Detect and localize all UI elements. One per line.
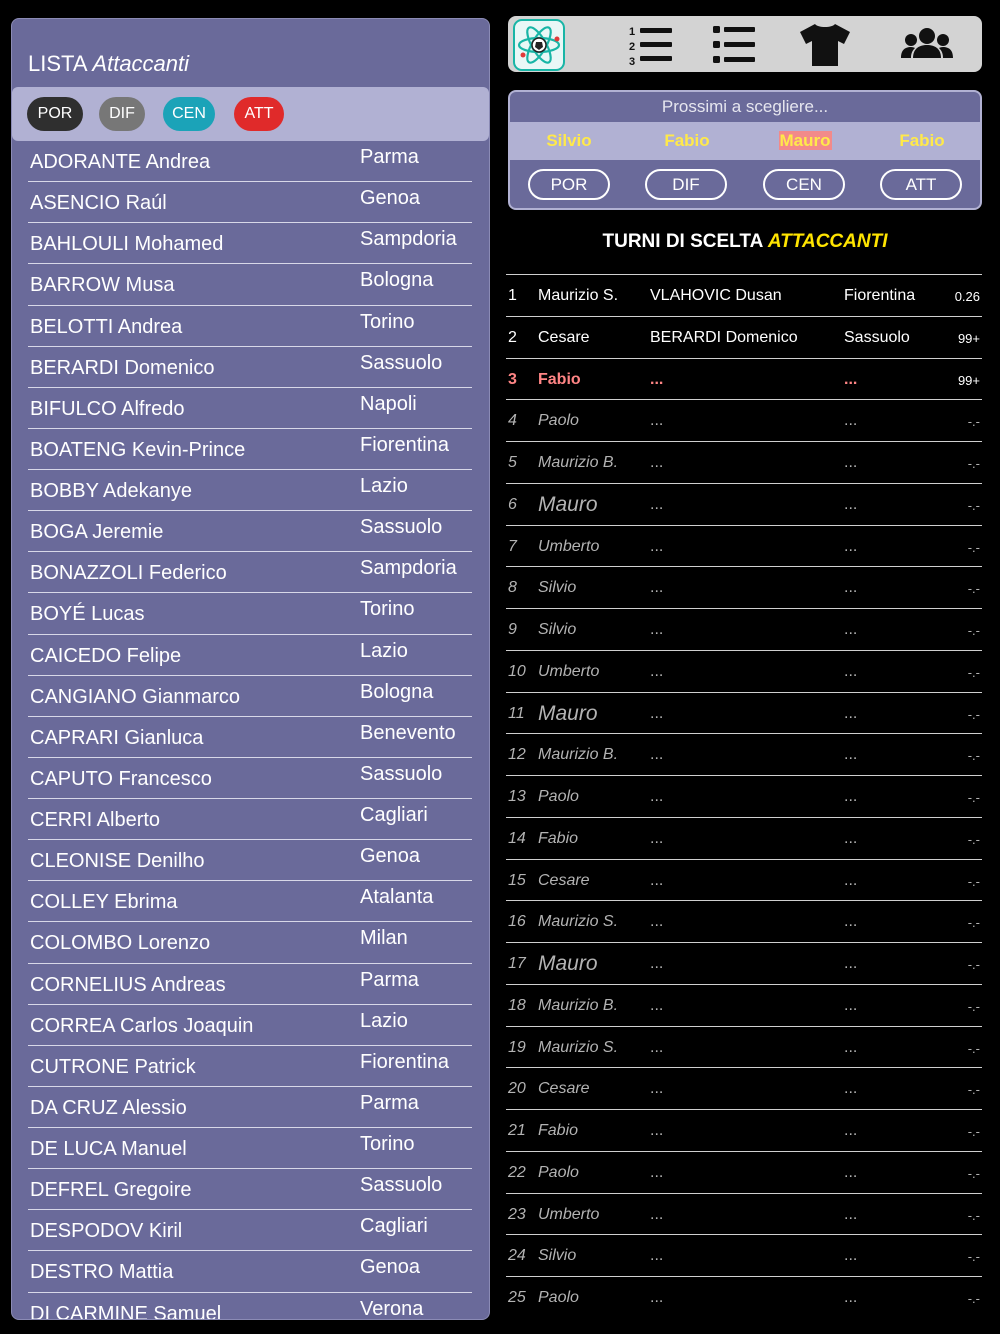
turn-player: ... bbox=[650, 746, 664, 764]
turn-num: 25 bbox=[508, 1289, 526, 1306]
turn-row bbox=[506, 274, 982, 316]
player-team: Sampdoria bbox=[360, 228, 457, 251]
turn-team: ... bbox=[844, 746, 858, 764]
turn-player: ... bbox=[650, 1205, 664, 1223]
turn-name: Fabio bbox=[538, 370, 581, 388]
turn-name: Maurizio S. bbox=[538, 287, 619, 304]
player-list-panel bbox=[11, 18, 490, 1320]
player-row[interactable] bbox=[28, 676, 472, 717]
player-row[interactable] bbox=[28, 552, 472, 593]
turns-title-role: ATTACCANTI bbox=[767, 231, 888, 252]
player-row[interactable] bbox=[28, 470, 472, 511]
turn-player: ... bbox=[650, 579, 664, 597]
role-dif-button[interactable]: DIF bbox=[645, 169, 727, 200]
turn-player: ... bbox=[650, 829, 664, 847]
player-row[interactable] bbox=[28, 264, 472, 305]
turn-name: Paolo bbox=[538, 1289, 579, 1306]
player-row[interactable] bbox=[28, 429, 472, 470]
turn-row bbox=[506, 1276, 982, 1318]
turn-score: -.- bbox=[967, 664, 980, 680]
player-name: CANGIANO Gianmarco bbox=[30, 685, 241, 708]
player-team: Bologna bbox=[360, 269, 434, 292]
turn-player: ... bbox=[650, 621, 664, 638]
player-team: Cagliari bbox=[360, 804, 428, 826]
turn-name: Silvio bbox=[538, 621, 577, 638]
turn-team: ... bbox=[844, 913, 858, 931]
turn-team: ... bbox=[844, 1038, 858, 1056]
player-row[interactable] bbox=[28, 799, 472, 840]
filter-dif-button[interactable]: DIF bbox=[99, 97, 145, 131]
player-team: Atalanta bbox=[360, 886, 434, 909]
player-team: Torino bbox=[360, 598, 415, 621]
player-name: BONAZZOLI Federico bbox=[30, 562, 227, 585]
player-team: Fiorentina bbox=[360, 1050, 449, 1073]
player-name: DE LUCA Manuel bbox=[30, 1138, 187, 1160]
player-team: Sassuolo bbox=[360, 1174, 443, 1197]
turn-player: ... bbox=[650, 913, 664, 931]
player-row[interactable] bbox=[28, 1005, 472, 1046]
turn-row bbox=[506, 1026, 982, 1068]
turn-score: 99+ bbox=[957, 330, 980, 346]
turn-score: -.- bbox=[967, 748, 980, 764]
turn-team: ... bbox=[844, 788, 858, 805]
next-picker-2: Fabio bbox=[664, 131, 710, 150]
turn-score: -.- bbox=[967, 1082, 980, 1098]
player-name: CAPUTO Francesco bbox=[30, 767, 212, 790]
atom-logo-icon[interactable] bbox=[513, 19, 565, 71]
turn-num: 13 bbox=[508, 788, 526, 805]
list-title-role: Attaccanti bbox=[92, 51, 190, 76]
turns-title-prefix: TURNI DI SCELTA bbox=[602, 231, 763, 252]
turn-score: 99+ bbox=[957, 372, 980, 388]
player-team: Sassuolo bbox=[360, 351, 443, 374]
player-row[interactable] bbox=[28, 347, 472, 388]
group-icon[interactable] bbox=[900, 20, 954, 68]
turn-row bbox=[506, 1193, 982, 1235]
turn-row bbox=[506, 1067, 982, 1109]
turn-score: -.- bbox=[967, 497, 980, 513]
turn-name: Fabio bbox=[538, 1122, 579, 1139]
player-row[interactable] bbox=[28, 758, 472, 799]
player-team: Parma bbox=[360, 146, 419, 168]
turn-score: -.- bbox=[967, 1291, 980, 1306]
role-cen-button[interactable]: CEN bbox=[763, 169, 845, 200]
turn-player: ... bbox=[650, 955, 664, 972]
turn-player: ... bbox=[650, 996, 664, 1014]
turn-score: -.- bbox=[967, 1165, 980, 1181]
player-row[interactable] bbox=[28, 1046, 472, 1087]
turn-name: Mauro bbox=[538, 701, 598, 725]
turn-row bbox=[506, 650, 982, 692]
list-title-prefix: LISTA bbox=[28, 51, 87, 76]
turn-player: ... bbox=[650, 537, 664, 555]
turn-row bbox=[506, 1151, 982, 1193]
turn-num: 2 bbox=[508, 328, 517, 346]
player-list bbox=[28, 141, 472, 1320]
turn-team: Fiorentina bbox=[844, 287, 916, 304]
turn-score: -.- bbox=[967, 1040, 980, 1056]
turn-num: 21 bbox=[508, 1122, 526, 1139]
turn-name: Umberto bbox=[538, 1205, 600, 1223]
turn-team: ... bbox=[844, 454, 858, 471]
turn-row bbox=[506, 316, 982, 358]
turn-team: ... bbox=[844, 579, 858, 597]
turn-num: 1 bbox=[508, 287, 517, 304]
turn-team: ... bbox=[844, 412, 858, 430]
turns-title bbox=[508, 231, 982, 253]
turn-num: 22 bbox=[508, 1163, 526, 1181]
turn-row bbox=[506, 775, 982, 817]
player-name: BOATENG Kevin-Prince bbox=[30, 438, 246, 461]
turn-num: 12 bbox=[508, 746, 526, 764]
turn-num: 7 bbox=[508, 537, 517, 555]
player-name: DEFREL Gregoire bbox=[30, 1179, 192, 1202]
player-row[interactable] bbox=[28, 881, 472, 922]
player-row[interactable] bbox=[28, 593, 472, 634]
player-name: DI CARMINE Samuel bbox=[30, 1302, 222, 1320]
turn-name: Cesare bbox=[538, 871, 590, 889]
turn-row bbox=[506, 399, 982, 441]
player-row[interactable] bbox=[28, 1087, 472, 1128]
turn-name: Maurizio B. bbox=[538, 996, 619, 1014]
turn-num: 24 bbox=[508, 1247, 526, 1265]
player-row[interactable] bbox=[28, 1293, 472, 1321]
player-team: Bologna bbox=[360, 680, 434, 703]
player-name: COLOMBO Lorenzo bbox=[30, 932, 211, 955]
turn-name: Maurizio S. bbox=[538, 913, 619, 931]
svg-text:3: 3 bbox=[629, 56, 636, 68]
turn-name: Umberto bbox=[538, 662, 600, 680]
player-row[interactable] bbox=[28, 388, 472, 429]
player-team: Verona bbox=[360, 1297, 424, 1320]
player-name: DESPODOV Kiril bbox=[30, 1220, 183, 1243]
player-team: Milan bbox=[360, 927, 408, 950]
player-row[interactable] bbox=[28, 964, 472, 1005]
turn-player: ... bbox=[650, 788, 664, 805]
turn-name: Umberto bbox=[538, 537, 600, 555]
player-team: Parma bbox=[360, 968, 419, 991]
player-name: COLLEY Ebrima bbox=[30, 891, 178, 914]
player-name: ADORANTE Andrea bbox=[30, 151, 211, 173]
player-name: DESTRO Mattia bbox=[30, 1261, 174, 1284]
turn-player: ... bbox=[650, 495, 664, 513]
player-name: CORREA Carlos Joaquin bbox=[30, 1014, 254, 1037]
player-team: Napoli bbox=[360, 392, 417, 415]
turn-row bbox=[506, 608, 982, 650]
top-toolbar bbox=[508, 16, 982, 72]
next-picker-1: Silvio bbox=[546, 131, 592, 150]
player-row[interactable] bbox=[28, 223, 472, 264]
turn-player: ... bbox=[650, 1080, 664, 1098]
numbered-list-icon[interactable] bbox=[628, 20, 674, 68]
turn-team: ... bbox=[844, 704, 858, 722]
player-row[interactable] bbox=[28, 840, 472, 881]
turn-num: 19 bbox=[508, 1038, 526, 1056]
next-pickers-names bbox=[510, 122, 980, 160]
player-team: Lazio bbox=[360, 639, 408, 662]
player-name: ASENCIO Raúl bbox=[30, 192, 167, 215]
turn-player: ... bbox=[650, 370, 664, 388]
turn-num: 3 bbox=[508, 370, 517, 388]
jersey-icon[interactable] bbox=[798, 20, 852, 68]
turn-team: ... bbox=[844, 1163, 858, 1181]
player-row[interactable] bbox=[28, 1169, 472, 1210]
turn-row bbox=[506, 942, 982, 984]
filter-cen-button[interactable]: CEN bbox=[163, 97, 215, 131]
filter-att-button[interactable]: ATT bbox=[234, 97, 284, 131]
turn-team: ... bbox=[844, 829, 858, 847]
turn-row bbox=[506, 692, 982, 734]
turn-name: Paolo bbox=[538, 1163, 579, 1181]
player-row[interactable] bbox=[28, 922, 472, 963]
player-name: BOYÉ Lucas bbox=[30, 603, 145, 626]
player-team: Fiorentina bbox=[360, 433, 449, 456]
turn-row bbox=[506, 566, 982, 608]
turn-score: -.- bbox=[967, 581, 980, 597]
player-team: Lazio bbox=[360, 1009, 408, 1032]
turn-player: ... bbox=[650, 704, 664, 722]
player-team: Genoa bbox=[360, 845, 421, 868]
turn-name: Mauro bbox=[538, 952, 598, 975]
turn-player: VLAHOVIC Dusan bbox=[650, 287, 782, 304]
turn-num: 18 bbox=[508, 996, 526, 1014]
turn-name: Paolo bbox=[538, 412, 579, 430]
turn-player: ... bbox=[650, 412, 664, 430]
turn-team: Sassuolo bbox=[844, 328, 910, 346]
list-title bbox=[28, 51, 189, 77]
role-por-button[interactable]: POR bbox=[528, 169, 610, 200]
turn-team: ... bbox=[844, 871, 858, 889]
turn-player: ... bbox=[650, 454, 664, 471]
turn-num: 16 bbox=[508, 913, 526, 931]
player-name: BOBBY Adekanye bbox=[30, 480, 192, 502]
turn-row bbox=[506, 525, 982, 567]
player-team: Sampdoria bbox=[360, 557, 457, 580]
turn-name: Silvio bbox=[538, 1247, 577, 1265]
turn-score: -.- bbox=[967, 539, 980, 555]
player-team: Cagliari bbox=[360, 1215, 428, 1238]
player-name: BAHLOULI Mohamed bbox=[30, 233, 224, 256]
role-filter-bar bbox=[12, 87, 489, 141]
turn-team: ... bbox=[844, 370, 858, 388]
turn-row bbox=[506, 733, 982, 775]
player-row[interactable] bbox=[28, 717, 472, 758]
turn-team: ... bbox=[844, 1080, 858, 1098]
turn-player: ... bbox=[650, 1122, 664, 1139]
player-name: BARROW Musa bbox=[30, 274, 175, 297]
turn-team: ... bbox=[844, 1247, 858, 1265]
turn-row bbox=[506, 483, 982, 525]
turn-name: Silvio bbox=[538, 579, 577, 597]
turn-score: 0.26 bbox=[954, 289, 980, 304]
turn-name: Maurizio S. bbox=[538, 1038, 619, 1056]
player-row[interactable] bbox=[28, 511, 472, 552]
turn-num: 23 bbox=[508, 1205, 526, 1223]
turn-num: 9 bbox=[508, 621, 517, 638]
player-name: DA CRUZ Alessio bbox=[30, 1096, 187, 1119]
next-picker-4: Fabio bbox=[899, 131, 945, 150]
turn-name: Cesare bbox=[538, 1080, 590, 1098]
turn-row bbox=[506, 1234, 982, 1276]
player-name: CLEONISE Denilho bbox=[30, 850, 205, 873]
turn-row bbox=[506, 859, 982, 901]
player-team: Torino bbox=[360, 1133, 415, 1155]
turn-team: ... bbox=[844, 495, 858, 513]
turn-score: -.- bbox=[967, 414, 980, 430]
turn-team: ... bbox=[844, 662, 858, 680]
player-row[interactable] bbox=[28, 1128, 472, 1169]
turn-player: ... bbox=[650, 662, 664, 680]
turn-row bbox=[506, 1109, 982, 1151]
turn-num: 8 bbox=[508, 579, 517, 597]
turn-team: ... bbox=[844, 537, 858, 555]
turn-player: ... bbox=[650, 1289, 664, 1306]
player-row[interactable] bbox=[28, 306, 472, 347]
player-team: Genoa bbox=[360, 1256, 421, 1279]
turn-team: ... bbox=[844, 621, 858, 638]
player-name: CORNELIUS Andreas bbox=[30, 973, 226, 996]
turn-name: Mauro bbox=[538, 492, 598, 516]
next-picker-current: Mauro bbox=[779, 131, 831, 150]
player-row[interactable] bbox=[28, 1210, 472, 1251]
turn-row bbox=[506, 984, 982, 1026]
turn-score: -.- bbox=[967, 1207, 980, 1223]
player-name: CUTRONE Patrick bbox=[30, 1055, 196, 1078]
player-row[interactable] bbox=[28, 635, 472, 676]
turn-team: ... bbox=[844, 1289, 858, 1306]
turn-score: -.- bbox=[967, 957, 980, 972]
player-name: CAICEDO Felipe bbox=[30, 644, 182, 667]
turn-row bbox=[506, 441, 982, 483]
bullet-list-icon[interactable] bbox=[711, 20, 757, 68]
turn-score: -.- bbox=[967, 623, 980, 638]
turn-score: -.- bbox=[967, 831, 980, 847]
turn-num: 10 bbox=[508, 662, 526, 680]
turn-num: 6 bbox=[508, 495, 517, 513]
turn-name: Maurizio B. bbox=[538, 454, 619, 471]
player-row[interactable] bbox=[28, 1251, 472, 1292]
turn-score: -.- bbox=[967, 873, 980, 889]
turn-num: 15 bbox=[508, 871, 526, 889]
player-row[interactable] bbox=[28, 141, 472, 182]
turn-player: ... bbox=[650, 1163, 664, 1181]
turn-num: 17 bbox=[508, 955, 526, 972]
player-name: CAPRARI Gianluca bbox=[30, 726, 204, 749]
player-team: Sassuolo bbox=[360, 762, 443, 785]
player-name: CERRI Alberto bbox=[30, 809, 161, 831]
turn-team: ... bbox=[844, 1122, 858, 1139]
turn-num: 4 bbox=[508, 412, 517, 430]
turn-name: Maurizio B. bbox=[538, 746, 619, 764]
player-team: Genoa bbox=[360, 187, 421, 210]
player-team: Torino bbox=[360, 310, 415, 333]
turn-player: ... bbox=[650, 871, 664, 889]
role-att-button[interactable]: ATT bbox=[880, 169, 962, 200]
player-team: Parma bbox=[360, 1091, 419, 1114]
turn-team: ... bbox=[844, 955, 858, 972]
player-team: Benevento bbox=[360, 721, 456, 744]
player-name: BERARDI Domenico bbox=[30, 356, 215, 379]
player-name: BOGA Jeremie bbox=[30, 521, 164, 544]
turn-score: -.- bbox=[967, 456, 980, 471]
turn-name: Cesare bbox=[538, 328, 590, 346]
next-pickers-header: Prossimi a scegliere... bbox=[661, 97, 829, 116]
turn-score: -.- bbox=[967, 1124, 980, 1139]
turn-row bbox=[506, 817, 982, 859]
turn-score: -.- bbox=[967, 1249, 980, 1265]
turn-row bbox=[506, 358, 982, 400]
turn-name: Paolo bbox=[538, 788, 579, 805]
player-name: BELOTTI Andrea bbox=[30, 315, 183, 338]
svg-text:2: 2 bbox=[629, 41, 636, 53]
turn-num: 11 bbox=[508, 704, 525, 722]
turn-name: Fabio bbox=[538, 829, 579, 847]
turn-score: -.- bbox=[967, 998, 980, 1014]
turn-num: 5 bbox=[508, 454, 517, 471]
turn-score: -.- bbox=[967, 706, 980, 722]
player-team: Lazio bbox=[360, 475, 408, 497]
turn-team: ... bbox=[844, 996, 858, 1014]
player-row[interactable] bbox=[28, 182, 472, 223]
turn-num: 14 bbox=[508, 829, 526, 847]
player-name: BIFULCO Alfredo bbox=[30, 397, 185, 420]
turn-num: 20 bbox=[508, 1080, 526, 1098]
turn-player: ... bbox=[650, 1038, 664, 1056]
filter-por-button[interactable]: POR bbox=[27, 97, 83, 131]
turn-score: -.- bbox=[967, 915, 980, 931]
player-team: Sassuolo bbox=[360, 516, 443, 539]
turn-row bbox=[506, 900, 982, 942]
svg-text:1: 1 bbox=[629, 26, 636, 38]
turn-team: ... bbox=[844, 1205, 858, 1223]
turn-score: -.- bbox=[967, 790, 980, 805]
turns-list bbox=[506, 274, 982, 1318]
turn-player: BERARDI Domenico bbox=[650, 328, 798, 346]
turn-player: ... bbox=[650, 1247, 664, 1265]
next-pickers-box bbox=[508, 90, 982, 210]
